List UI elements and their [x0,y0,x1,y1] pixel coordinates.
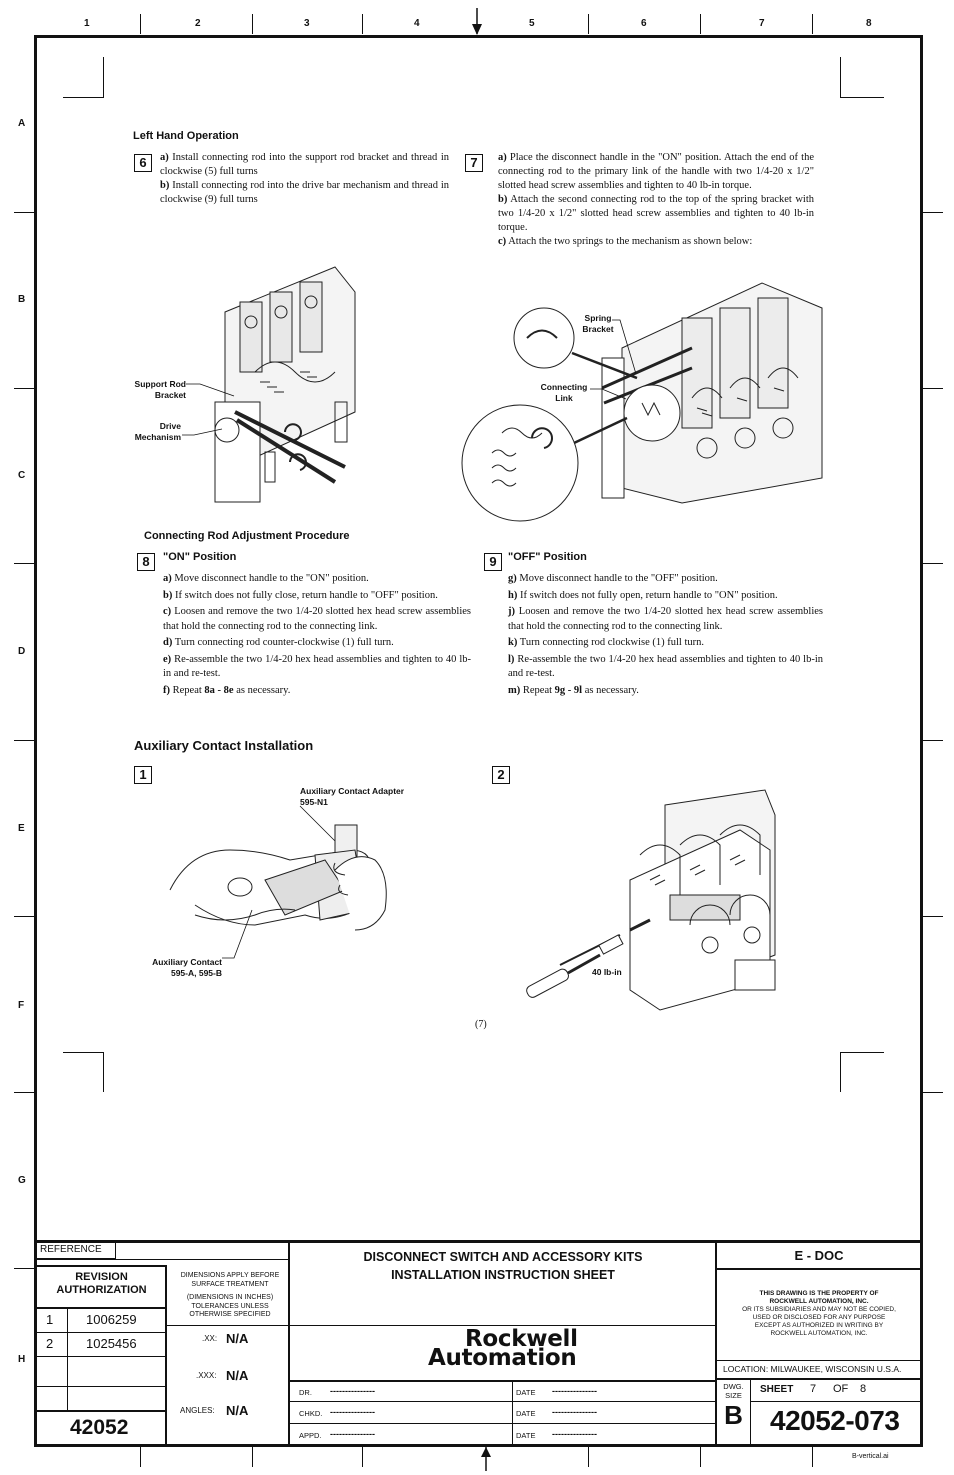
appd-label: APPD. [299,1431,322,1440]
frame-tick [923,1092,943,1093]
zone-col-1: 1 [84,18,90,29]
aux-step-2-badge: 2 [492,766,510,784]
leader-line [222,910,262,960]
leader-line [590,385,630,405]
dwg-size-value: B [724,1400,743,1430]
zone-col-7: 7 [759,18,765,29]
part-base-number: 42052 [70,1416,129,1439]
edoc-label: E - DOC [794,1248,844,1263]
zone-row-e: E [18,823,25,834]
tol-xx-value: N/A [226,1331,249,1346]
dr-date-label: DATE [516,1388,536,1397]
dwg-size-label: DWG. SIZE [723,1382,744,1400]
zone-col-2: 2 [195,18,201,29]
section-title-adjustment: Connecting Rod Adjustment Procedure [144,530,350,542]
tol-xx-label: .XX: [202,1334,218,1343]
frame-tick [923,916,943,917]
file-name: B-vertical.ai [852,1453,889,1460]
label-aux-contact: Auxiliary Contact 595-A, 595-B [152,957,222,978]
label-aux-adapter: Auxiliary Contact Adapter 595-N1 [300,786,405,807]
rockwell-automation-logo: Rockwell Automation [428,1326,578,1371]
sheet-number: 7 [810,1383,817,1395]
label-connecting-link: Connecting Link [540,382,588,403]
label-torque: 40 lb-in [592,967,622,977]
frame-tick [252,1447,253,1467]
frame-tick [700,14,701,34]
frame-tick [923,563,943,564]
rule [750,1378,751,1445]
revision-authorization: REVISION AUTHORIZATION [56,1271,147,1296]
frame-tick [362,14,363,34]
frame-tick [923,212,943,213]
rule [750,1401,921,1402]
frame-tick [252,14,253,34]
frame-tick [14,916,34,917]
leader-line [182,425,232,445]
label-drive-mechanism: Drive Mechanism [134,421,181,442]
zone-row-a: A [18,118,26,129]
zone-row-f: F [18,1000,25,1011]
crop-mark [63,1052,104,1092]
center-arrow-top [471,8,483,36]
label-spring-bracket: Spring Bracket [582,313,614,334]
rev-row-2-value: 1025456 [86,1336,137,1351]
zone-row-c: C [18,470,26,481]
drawing-title: DISCONNECT SWITCH AND ACCESSORY KITS INSTALLATION INSTRUCTION SHEET [363,1250,643,1282]
tol-xxx-value: N/A [226,1368,249,1383]
frame-tick [14,563,34,564]
rule [290,1401,715,1402]
dimension-note: DIMENSIONS APPLY BEFORE SURFACE TREATMENT (DIMENSIONS IN INCHES) TOLERANCES UNLESS OTHERWISE SPECIFIED [180,1272,280,1318]
appd-value: --------------- [330,1429,375,1439]
step-6-badge: 6 [134,154,152,172]
section-title-aux-contact: Auxiliary Contact Installation [134,738,314,753]
zone-col-3: 3 [304,18,310,29]
center-arrow-bottom [480,1447,492,1473]
step-7-badge: 7 [465,154,483,172]
crop-mark [840,57,884,98]
frame-tick [14,388,34,389]
tol-xxx-label: .XXX: [196,1371,217,1380]
frame-tick [812,1447,813,1467]
leader-line [612,318,642,378]
zone-col-8: 8 [866,18,872,29]
appd-date-label: DATE [516,1431,536,1440]
location: LOCATION: MILWAUKEE, WISCONSIN U.S.A. [723,1364,902,1374]
frame-tick [923,388,943,389]
hands-installing-contact-illustration [165,815,395,945]
rev-row-1-value: 1006259 [86,1312,137,1327]
frame-tick [14,1268,34,1269]
zone-row-g: G [18,1175,26,1186]
section-title-left-hand: Left Hand Operation [133,130,239,142]
zone-row-h: H [18,1354,26,1365]
step-9-badge: 9 [484,553,502,571]
crop-mark [840,1052,884,1092]
sheet-label: SHEET [760,1384,794,1395]
property-notice: THIS DRAWING IS THE PROPERTY OF ROCKWELL AUTOMATION, INC. OR ITS SUBSIDIARIES AND MAY NOT BE COPIED, USED OR DISCLOSED FOR ANY PURPOSE EXCEPT AS AUTHORIZED IN WRITING BY ROCKWELL AUTOMATION, INC. [742,1290,896,1337]
frame-tick [700,1447,701,1467]
zone-col-6: 6 [641,18,647,29]
chkd-value: --------------- [330,1407,375,1417]
rule [715,1360,921,1361]
rule [167,1325,290,1326]
label-support-rod-bracket: Support Rod Bracket [134,379,186,400]
chkd-date-label: DATE [516,1409,536,1418]
rev-row-2-num: 2 [46,1336,54,1351]
rule [715,1378,921,1380]
page-number: (7) [475,1019,487,1030]
step-6-text: a) Install connecting rod into the support rod bracket and thread in clockwise (5) full turns b) Install connecting rod into the drive bar mechanism and thread in clockwise (9) full turns [160,152,450,205]
chkd-label: CHKD. [299,1409,323,1418]
rule [290,1423,715,1424]
frame-tick [923,740,943,741]
dr-value: --------------- [330,1386,375,1396]
tol-angles-label: ANGLES: [180,1406,215,1415]
zone-row-d: D [18,646,26,657]
chkd-date-value: --------------- [552,1407,597,1417]
frame-tick [14,212,34,213]
off-position-title: "OFF" Position [508,551,587,563]
aux-step-1-badge: 1 [134,766,152,784]
zone-col-4: 4 [414,18,420,29]
frame-tick [812,14,813,34]
frame-tick [14,740,34,741]
reference-label: REFERENCE [40,1244,102,1255]
rev-row-3 [36,1357,167,1387]
drawing-number: 42052-073 [770,1405,900,1436]
tol-angles-value: N/A [226,1403,249,1418]
frame-tick [140,1447,141,1467]
frame-tick [140,14,141,34]
frame-tick [14,1092,34,1093]
frame-tick [588,1447,589,1467]
zone-col-5: 5 [529,18,535,29]
zone-row-b: B [18,294,26,305]
switch-aux-mount-illustration [520,785,820,1015]
frame-tick [588,14,589,34]
appd-date-value: --------------- [552,1429,597,1439]
frame-tick [362,1447,363,1467]
sheet-total: 8 [860,1383,867,1395]
on-position-title: "ON" Position [163,551,237,563]
sheet-of-label: OF [833,1383,849,1395]
dr-label: DR. [299,1388,312,1397]
rule [512,1380,513,1445]
leader-line [186,380,236,400]
step-8-badge: 8 [137,553,155,571]
crop-mark [63,57,104,98]
dr-date-value: --------------- [552,1386,597,1396]
spring-attachment-illustration [462,278,832,518]
rev-row-4 [36,1387,167,1412]
step-7-text: a) Place the disconnect handle in the "ON" position. Attach the end of the connecting rod to the primary link of the handle with two 1/4-20 x 1/2" slotted head screw assemblies and tighten to 40 lb-in torque. b) Attach the second connecting rod to the top of the spring bracket with two 1/4-20 x 1/2" slotted head screw assemblies and tighten to 40 lb-in torque. c) Attach the two springs to the mechanism as shown below: [498,152,814,247]
rev-row-1-num: 1 [46,1312,54,1327]
rule [715,1268,921,1270]
off-position-steps: g) Move disconnect handle to the "OFF" position. h) If switch does not fully open, return handle to "ON" position. j) Loosen and remove the two 1/4-20 slotted hex head screw assemblies that hold the connecting rod to the connecting link. k) Turn connecting rod clockwise (1) full turn. l) Re-assemble the two 1/4-20 hex head assemblies and tighten to 40 lb-in and re-test. m) Repeat 9g - 9l as necessary. [508,573,824,696]
on-position-steps: a) Move disconnect handle to the "ON" position. b) If switch does not fully close, return handle to "OFF" position. c) Loosen and remove the two 1/4-20 slotted hex head screw assemblies that hold the connecting rod to the connecting link. d) Turn connecting rod counter-clockwise (1) full turn. e) Re-assemble the two 1/4-20 hex head assemblies and tighten to 40 lb-in and re-test. f) Repeat 8a - 8e as necessary. [163,573,471,696]
